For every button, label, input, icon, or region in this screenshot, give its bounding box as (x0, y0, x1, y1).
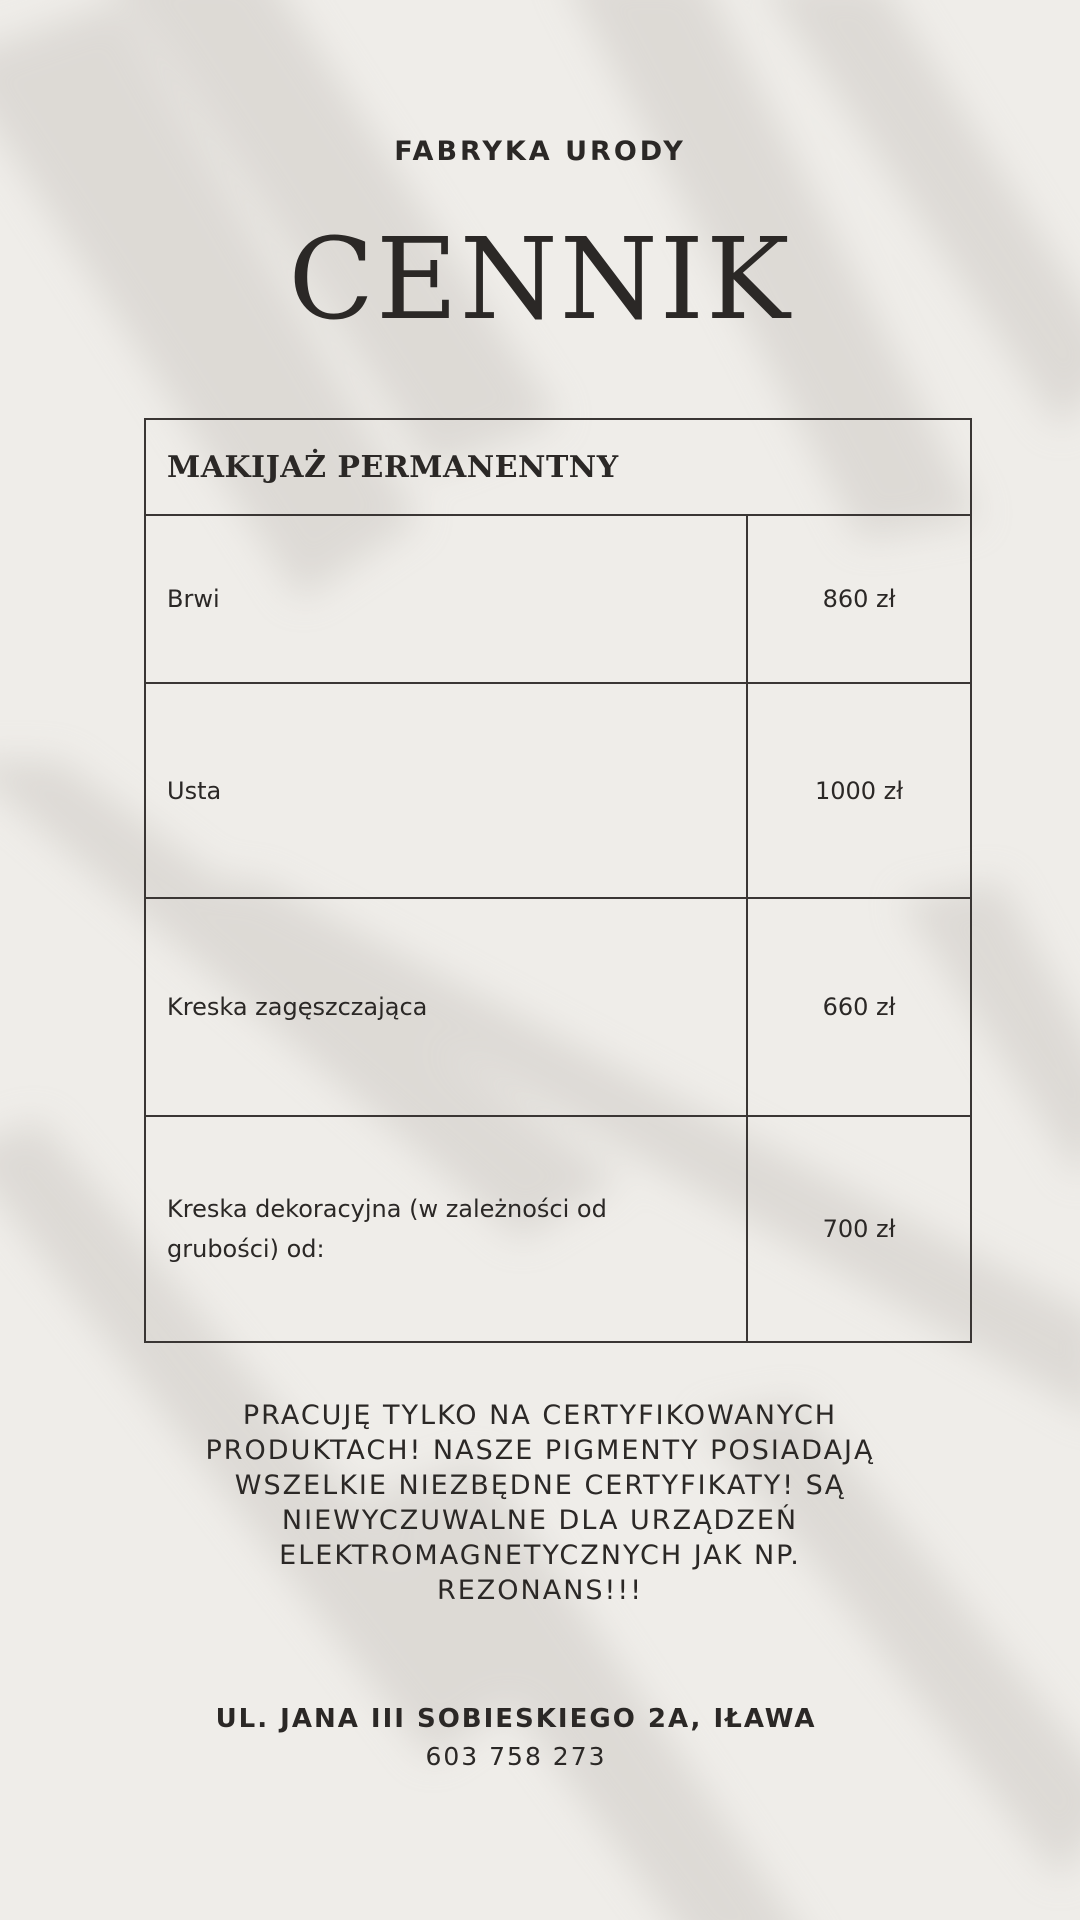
table-row (146, 1117, 970, 1341)
service-price: 660 zł (822, 993, 896, 1021)
page-title: CENNIK (288, 215, 792, 345)
table-row (146, 899, 970, 1117)
salon-address: UL. JANA III SOBIESKIEGO 2A, IŁAWA (215, 1704, 817, 1734)
service-name: Brwi (146, 516, 748, 682)
table-row (146, 684, 970, 899)
service-price: 1000 zł (814, 776, 904, 805)
service-price: 860 zł (822, 585, 896, 613)
certification-note: PRACUJĘ TYLKO NA CERTYFIKOWANYCH PRODUKTACH! NASZE PIGMENTY POSIADAJĄ WSZELKIE NIEZBĘDNE CERTYFIKATY! SĄ NIEWYCZUWALNE DLA URZĄDZEŃ ELEKTROMAGNETYCZNYCH JAK NP. REZONANS!!! (205, 1400, 875, 1606)
table-heading: MAKIJAŻ PERMANENTNY (146, 420, 970, 516)
service-price: 700 zł (822, 1215, 896, 1243)
brand-name: FABRYKA URODY (394, 136, 686, 167)
service-name: Kreska zagęszczająca (146, 899, 748, 1115)
service-name: Usta (146, 684, 748, 897)
service-name: Kreska dekoracyjna (w zależności od grubości) od: (146, 1117, 748, 1341)
price-table (144, 418, 972, 1343)
table-row (146, 516, 970, 684)
phone-number: 603 758 273 (425, 1742, 607, 1771)
